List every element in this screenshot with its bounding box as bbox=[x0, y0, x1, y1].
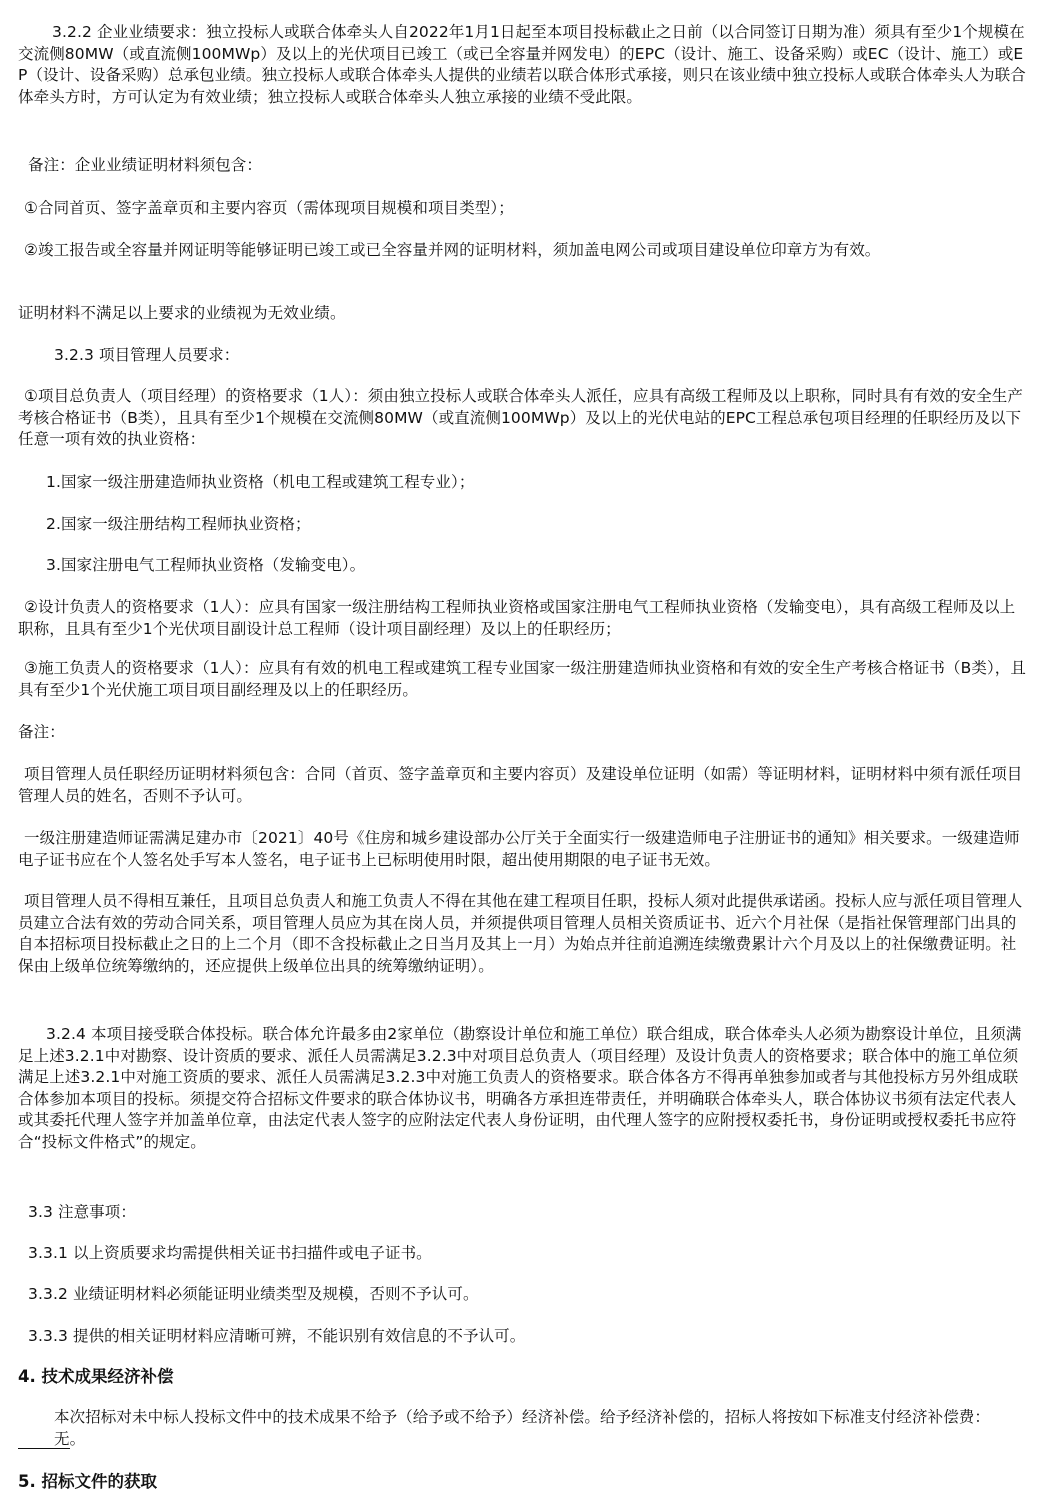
paragraph-contract-pages: ①合同首页、签字盖章页和主要内容页（需体现项目规模和项目类型）； bbox=[24, 199, 514, 217]
section-heading-3-3: 3.3 注意事项： bbox=[28, 1203, 136, 1221]
list-item-3-3-2: 3.3.2 业绩证明材料必须能证明业绩类型及规模，否则不予认可。 bbox=[28, 1285, 479, 1303]
paragraph-compensation bbox=[18, 1407, 1028, 1450]
list-item-3-3-1: 3.3.1 以上资质要求均需提供相关证书扫描件或电子证书。 bbox=[28, 1244, 432, 1262]
section-heading-tender-document-acquisition: 5. 招标文件的获取 bbox=[18, 1472, 157, 1491]
section-heading-3-2-3: 3.2.3 项目管理人员要求： bbox=[54, 346, 240, 364]
list-item-structural-engineer: 2.国家一级注册结构工程师执业资格； bbox=[46, 515, 311, 533]
list-item-electrical-engineer: 3.国家注册电气工程师执业资格（发输变电）。 bbox=[46, 556, 366, 574]
paragraph-invalid-performance: 证明材料不满足以上要求的业绩视为无效业绩。 bbox=[18, 304, 346, 322]
paragraph-electronic-certificate: 一级注册建造师证需满足建办市〔2021〕40号《住房和城乡建设部办公厅关于全面实行一级建造师电子注册证书的通知》相关要求。一级建造师电子证书应在个人签名处手写本人签名，电子证书上已标明使用时限，超出使用期限的电子证书无效。 bbox=[18, 829, 1020, 869]
paragraph-note-performance: 备注：企业业绩证明材料须包含： bbox=[28, 156, 263, 174]
list-item-3-3-3: 3.3.3 提供的相关证明材料应清晰可辨，不能识别有效信息的不予认可。 bbox=[28, 1327, 526, 1345]
paragraph-no-concurrent-roles: 项目管理人员不得相互兼任，且项目总负责人和施工负责人不得在其他在建工程项目任职，投标人须对此提供承诺函。投标人应与派任项目管理人员建立合法有效的劳动合同关系，项目管理人员应为其在岗人员，并须提供项目管理人员相关资质证书、近六个月社保（是指社保管理部门出具的自本招标项目投标截止之日的上二个月（即不含投标截止之日当月及其上一月）为始点并往前追溯连续缴费累计六个月及以上的社保缴费证明。社保由上级单位统筹缴纳的，还应提供上级单位出具的统筹缴纳证明）。 bbox=[18, 892, 1023, 975]
paragraph-completion-report: ②竣工报告或全容量并网证明等能够证明已竣工或已全容量并网的证明材料，须加盖电网公司或项目建设单位印章方为有效。 bbox=[24, 241, 881, 259]
list-item-constructor-qualification: 1.国家一级注册建造师执业资格（机电工程或建筑工程专业）； bbox=[46, 473, 475, 491]
paragraph-project-manager-requirement: ①项目总负责人（项目经理）的资格要求（1人）：须由独立投标人或联合体牵头人派任，应具有高级工程师及以上职称，同时具有有效的安全生产考核合格证书（B类），且具有至少1个规模在交流侧80MW（或直流侧100MWp）及以上的光伏电站的EPC工程总承包项目经理的任职经历及以下任意一项有效的执业资格： bbox=[18, 387, 1024, 448]
paragraph-note-label: 备注： bbox=[18, 723, 65, 741]
paragraph-construction-lead-requirement: ③施工负责人的资格要求（1人）：应具有有效的机电工程或建筑工程专业国家一级注册建造师执业资格和有效的安全生产考核合格证书（B类），且具有至少1个光伏施工项目项目副经理及以上的任职经历。 bbox=[18, 659, 1026, 699]
compensation-text-end: 。 bbox=[69, 1429, 86, 1448]
paragraph-design-lead-requirement: ②设计负责人的资格要求（1人）：应具有国家一级注册结构工程师执业资格或国家注册电气工程师执业资格（发输变电），具有高级工程师及以上职称，且具有至少1个光伏项目副设计总工程师（设计项目副经理）及以上的任职经历； bbox=[18, 598, 1016, 638]
paragraph-manager-proof-materials: 项目管理人员任职经历证明材料须包含：合同（首页、签字盖章页和主要内容页）及建设单位证明（如需）等证明材料，证明材料中须有派任项目管理人员的姓名，否则不予认可。 bbox=[18, 765, 1023, 805]
compensation-text: 本次招标对未中标人投标文件中的技术成果不给予（给予或不给予）经济补偿。给予经济补偿的，招标人将按如下标准支付经济补偿费： bbox=[54, 1408, 991, 1426]
paragraph-performance-requirement: 3.2.2 企业业绩要求：独立投标人或联合体牵头人自2022年1月1日起至本项目投标截止之日前（以合同签订日期为准）须具有至少1个规模在交流侧80MW（或直流侧100MWp）及以上的光伏项目已竣工（或已全容量并网发电）的EPC（设计、施工、设备采购）或EC（设计、施工）或EP（设计、设备采购）总承包业绩。独立投标人或联合体牵头人提供的业绩若以联合体形式承接，则只在该业绩中独立投标人或联合体牵头人为联合体牵头方时，方可认定为有效业绩；独立投标人或联合体牵头人独立承接的业绩不受此限。 bbox=[18, 23, 1026, 106]
paragraph-consortium-bidding: 3.2.4 本项目接受联合体投标。联合体允许最多由2家单位（勘察设计单位和施工单位）联合组成，联合体牵头人必须为勘察设计单位，且须满足上述3.2.1中对勘察、设计资质的要求、派任人员需满足3.2.3中对项目总负责人（项目经理）及设计负责人的资格要求；联合体中的施工单位须满足上述3.2.1中对施工资质的要求、派任人员需满足3.2.3中对施工负责人的资格要求。联合体各方不得再单独参加或者与其他投标方另外组成联合体参加本项目的投标。须提交符合招标文件要求的联合体协议书，明确各方承担连带责任，并明确联合体牵头人，联合体协议书须有法定代表人或其委托代理人签字并加盖单位章，由法定代表人签字的应附法定代表人身份证明，由代理人签字的应附授权委托书，身份证明或授权委托书应符合“投标文件格式”的规定。 bbox=[18, 1025, 1022, 1151]
section-heading-technical-compensation: 4. 技术成果经济补偿 bbox=[18, 1367, 174, 1386]
compensation-amount-fill: 无 bbox=[18, 1430, 70, 1449]
